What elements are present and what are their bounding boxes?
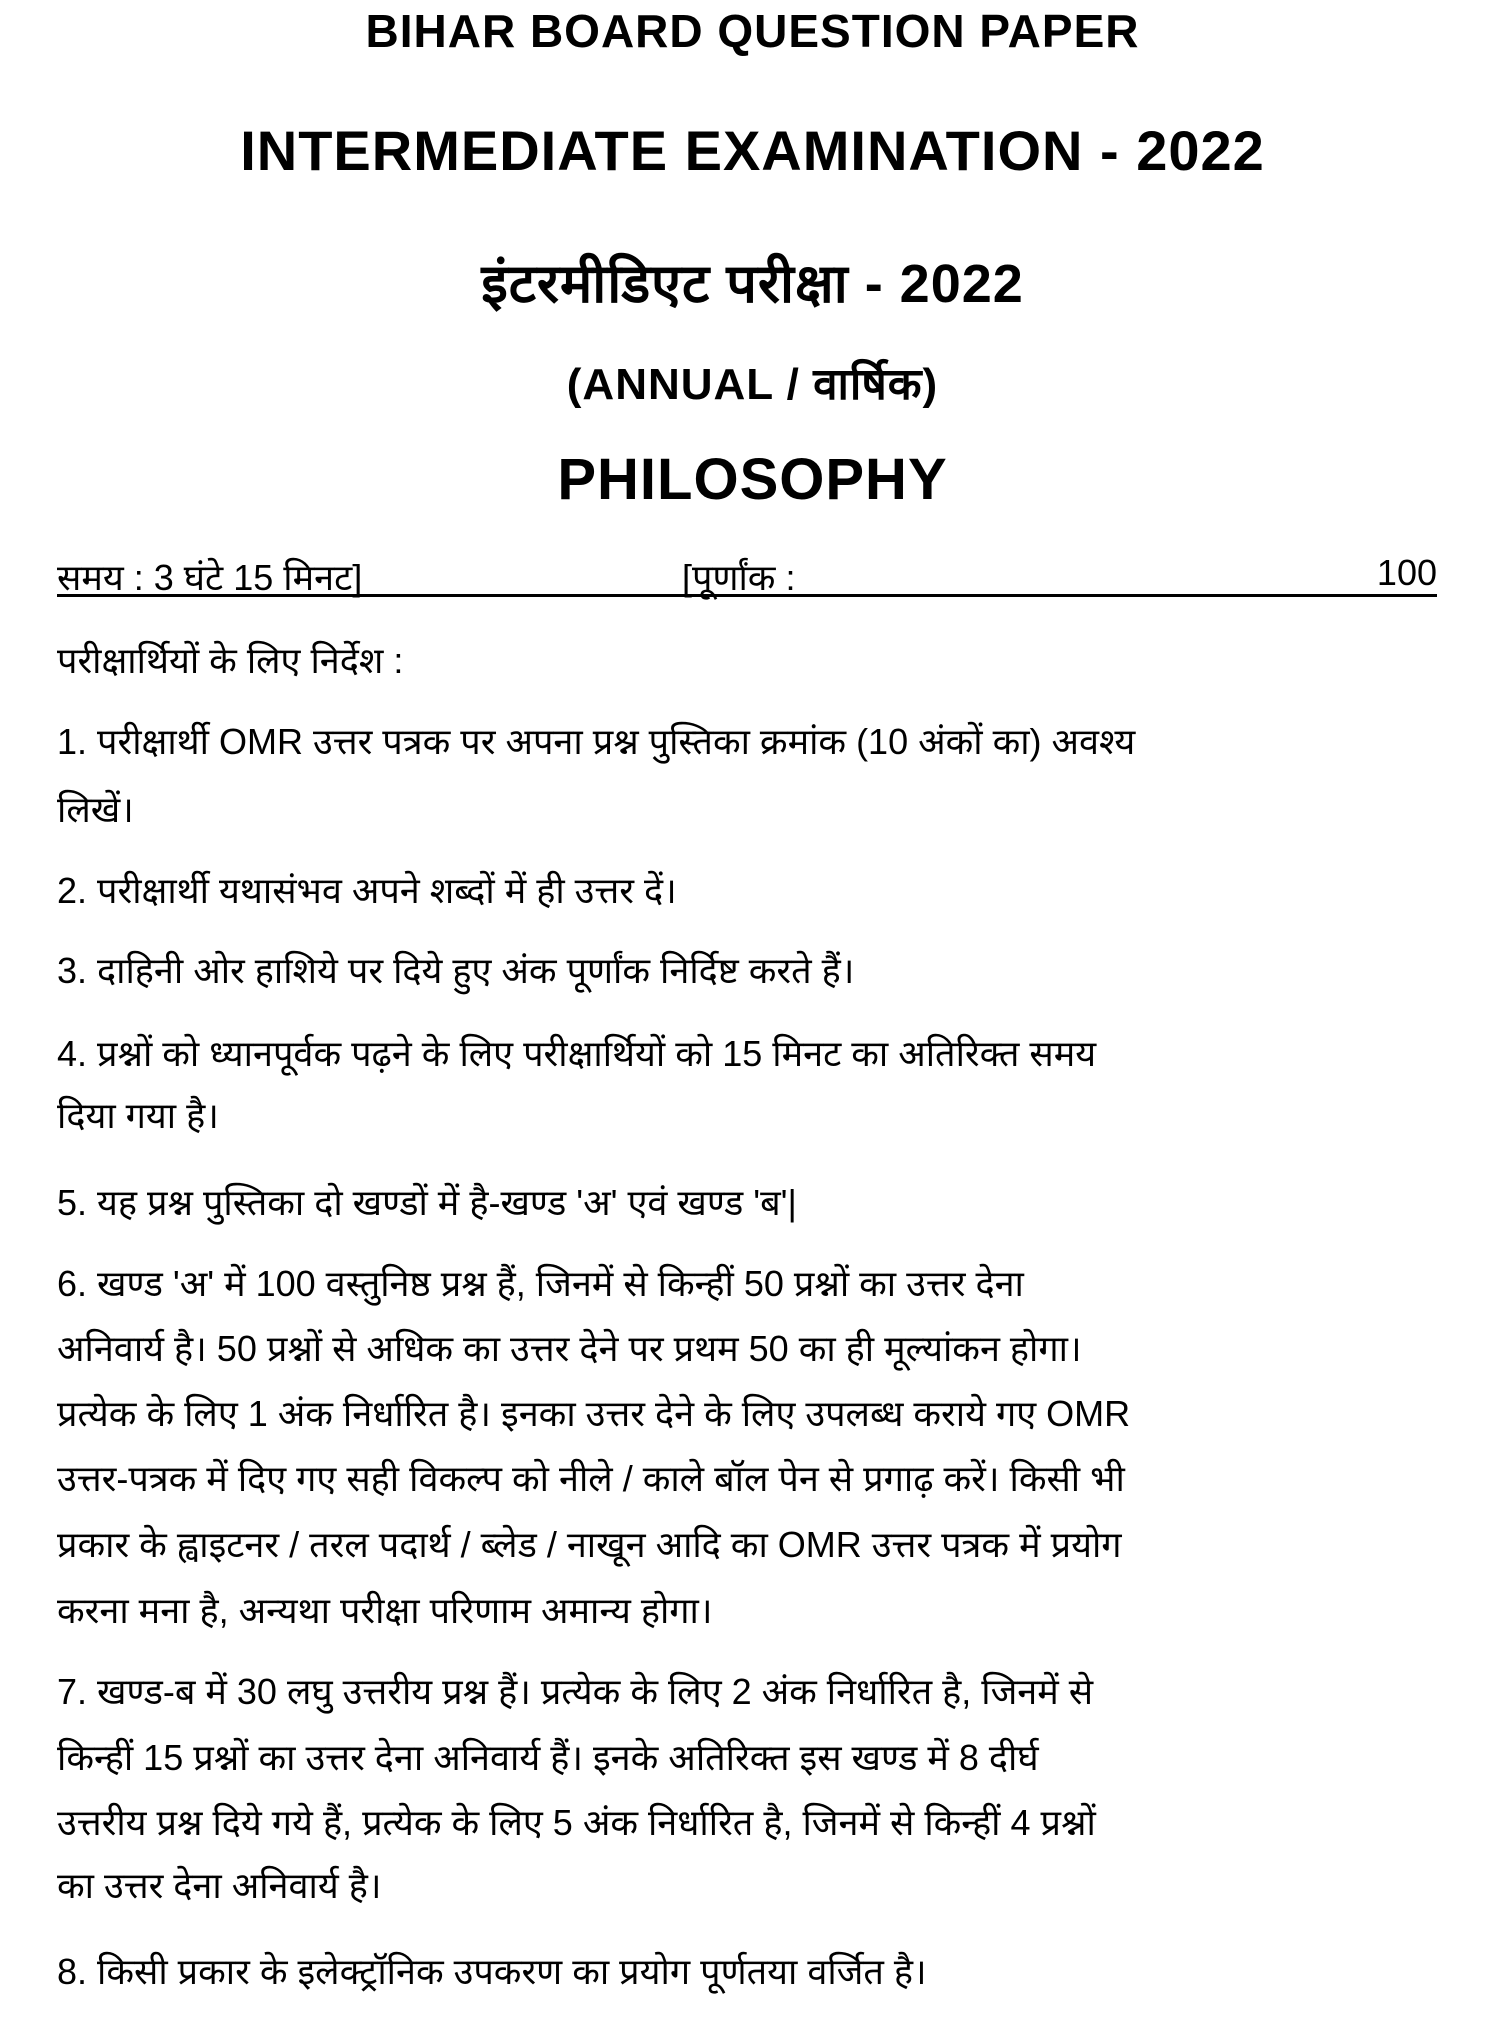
instruction-line: लिखें।	[57, 789, 134, 830]
instruction-line: 8. किसी प्रकार के इलेक्ट्रॉनिक उपकरण का प्रयोग पूर्णतया वर्जित है।	[57, 1951, 927, 1992]
instructions-heading: परीक्षार्थियों के लिए निर्देश :	[57, 640, 404, 681]
instruction-line: 2. परीक्षार्थी यथासंभव अपने शब्दों में ही उत्तर दें।	[57, 870, 677, 911]
instruction-line: प्रत्येक के लिए 1 अंक निर्धारित है। इनका उत्तर देने के लिए उपलब्ध कराये गए OMR	[57, 1393, 1131, 1434]
exam-title-hindi: इंटरमीडिएट परीक्षा - 2022	[481, 254, 1024, 314]
instruction-line: उत्तर-पत्रक में दिए गए सही विकल्प को नीले / काले बॉल पेन से प्रगाढ़ करें। किसी भी	[57, 1458, 1125, 1499]
instruction-line: किन्हीं 15 प्रश्नों का उत्तर देना अनिवार्य हैं। इनके अतिरिक्त इस खण्ड में 8 दीर्घ	[57, 1737, 1039, 1778]
instruction-line: उत्तरीय प्रश्न दिये गये हैं, प्रत्येक के लिए 5 अंक निर्धारित है, जिनमें से किन्हीं 4 प्रश्नों	[57, 1802, 1096, 1843]
instruction-line: 4. प्रश्नों को ध्यानपूर्वक पढ़ने के लिए परीक्षार्थियों को 15 मिनट का अतिरिक्त समय	[57, 1033, 1097, 1074]
instruction-line: 7. खण्ड-ब में 30 लघु उत्तरीय प्रश्न हैं। प्रत्येक के लिए 2 अंक निर्धारित है, जिनमें से	[57, 1671, 1094, 1712]
instruction-line: अनिवार्य है। 50 प्रश्नों से अधिक का उत्तर देने पर प्रथम 50 का ही मूल्यांकन होगा।	[57, 1328, 1082, 1369]
instruction-line: करना मना है, अन्यथा परीक्षा परिणाम अमान्य होगा।	[57, 1590, 713, 1631]
instruction-line: का उत्तर देना अनिवार्य है।	[57, 1865, 382, 1906]
instruction-line: 6. खण्ड 'अ' में 100 वस्तुनिष्ठ प्रश्न हैं, जिनमें से किन्हीं 50 प्रश्नों का उत्तर देना	[57, 1263, 1024, 1304]
instruction-line: दिया गया है।	[57, 1095, 219, 1136]
exam-meta-row	[57, 552, 1437, 597]
instruction-line: 1. परीक्षार्थी OMR उत्तर पत्रक पर अपना प्रश्न पुस्तिका क्रमांक (10 अंकों का) अवश्य	[57, 721, 1136, 762]
instruction-line: 5. यह प्रश्न पुस्तिका दो खण्डों में है-खण्ड 'अ' एवं खण्ड 'ब'|	[57, 1182, 797, 1223]
exam-title-english: INTERMEDIATE EXAMINATION - 2022	[240, 119, 1265, 182]
full-marks-value: 100	[1376, 552, 1437, 593]
exam-session: (ANNUAL / वार्षिक)	[566, 360, 939, 409]
full-marks-label: [पूर्णांक :	[682, 557, 796, 598]
instruction-line: प्रकार के ह्वाइटनर / तरल पदार्थ / ब्लेड / नाखून आदि का OMR उत्तर पत्रक में प्रयोग	[57, 1524, 1122, 1565]
instruction-line: 3. दाहिनी ओर हाशिये पर दिये हुए अंक पूर्णांक निर्दिष्ट करते हैं।	[57, 950, 855, 991]
subject-title: PHILOSOPHY	[557, 447, 948, 512]
time-allowed: समय : 3 घंटे 15 मिनट]	[57, 557, 363, 598]
board-title: BIHAR BOARD QUESTION PAPER	[365, 5, 1140, 57]
